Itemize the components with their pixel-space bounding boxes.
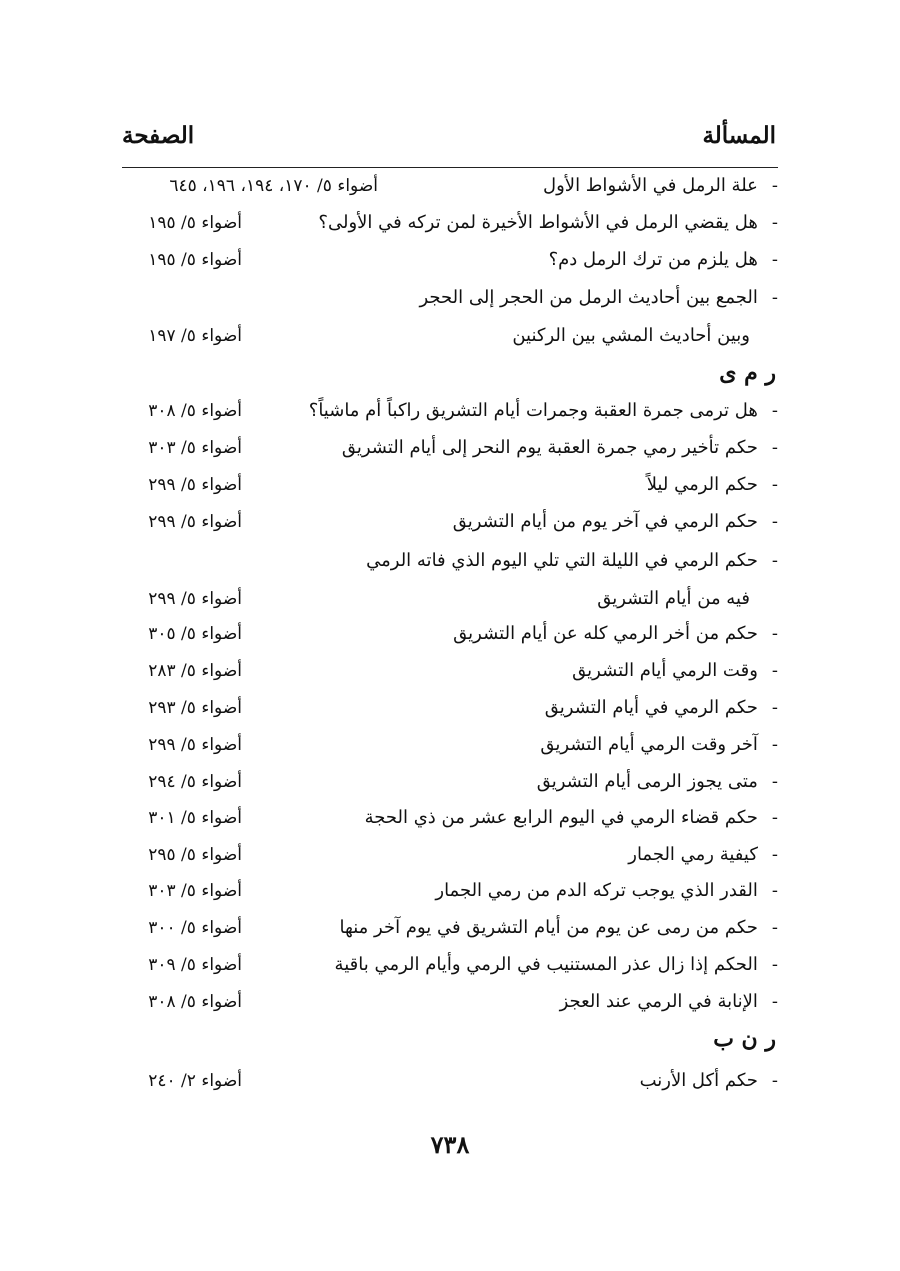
entry-topic: [358, 280, 778, 316]
section-heading: ر م ى: [719, 360, 776, 386]
entry-reference: أضواء ٥/ ٢٩٤: [148, 772, 242, 792]
index-entry: [122, 800, 778, 836]
entry-topic-text: هل يقضي الرمل في الأشواط الأخيرة لمن تركه في الأولى؟: [318, 212, 758, 233]
entry-dash: -: [771, 880, 778, 901]
index-entry: [122, 984, 778, 1020]
entry-topic-text: حكم الرمي في آخر يوم من أيام التشريق: [452, 511, 758, 532]
page-column-header: الصفحة: [122, 122, 195, 149]
entry-topic-text: هل ترمى جمرة العقبة وجمرات أيام التشريق راكباً أم ماشياً؟: [308, 400, 758, 421]
entry-topic-text: حكم قضاء الرمي في اليوم الرابع عشر من ذي الحجة: [364, 807, 758, 828]
entry-dash: -: [771, 550, 778, 571]
topic-column-header: المسألة: [702, 122, 776, 149]
index-entry: [122, 616, 778, 652]
entry-reference: أضواء ٥/ ٣٠٩: [148, 955, 242, 975]
entry-reference: أضواء ٥/ ٢٩٩: [148, 589, 242, 609]
entry-topic: [318, 205, 778, 241]
entry-topic: [358, 984, 778, 1020]
index-entry: [122, 581, 778, 617]
entry-dash: -: [771, 212, 778, 233]
entry-topic: [358, 837, 778, 873]
entry-topic: [358, 873, 778, 909]
entry-topic: [358, 1063, 778, 1099]
entry-topic-text: حكم أكل الأرنب: [639, 1070, 758, 1091]
entry-dash: -: [771, 917, 778, 938]
entry-reference: أضواء ٥/ ٣٠٥: [148, 624, 242, 644]
entry-topic: [358, 242, 778, 278]
entry-reference: أضواء ٥/ ٢٩٥: [148, 845, 242, 865]
entry-reference: أضواء ٥/ ٢٩٩: [148, 735, 242, 755]
entry-dash: -: [771, 249, 778, 270]
entry-topic-text: حكم الرمي ليلاً: [646, 474, 758, 495]
entry-topic-text: هل يلزم من ترك الرمل دم؟: [548, 249, 758, 270]
entry-reference: أضواء ٥/ ٣٠١: [148, 808, 242, 828]
entry-topic-text: الحكم إذا زال عذر المستنيب في الرمي وأيام الرمي باقية: [334, 954, 758, 975]
index-entry: [122, 764, 778, 800]
entry-topic-text: علة الرمل في الأشواط الأول: [543, 175, 758, 196]
entry-dash: -: [771, 400, 778, 421]
entry-topic: [358, 800, 778, 836]
entry-topic-text: الجمع بين أحاديث الرمل من الحجر إلى الحجر: [419, 287, 758, 308]
entry-dash: -: [771, 660, 778, 681]
entry-topic-text: حكم من رمى عن يوم من أيام التشريق في يوم آخر منها: [339, 917, 758, 938]
index-entry: [122, 504, 778, 540]
index-entry: [122, 690, 778, 726]
entry-topic: [358, 504, 778, 540]
entry-reference: أضواء ٥/ ١٩٥: [148, 250, 242, 270]
entry-reference: أضواء ٢/ ٢٤٠: [148, 1071, 242, 1091]
entry-dash: -: [771, 287, 778, 308]
index-entry: [122, 837, 778, 873]
entry-dash: -: [771, 623, 778, 644]
entry-topic: [358, 543, 778, 579]
entry-topic: [358, 168, 778, 204]
entry-reference: أضواء ٥/ ٣٠٨: [148, 401, 242, 421]
index-entry: [122, 318, 778, 354]
index-entry: [122, 393, 778, 429]
entry-reference: أضواء ٥/ ٢٩٣: [148, 698, 242, 718]
index-entry: [122, 947, 778, 983]
entry-dash: -: [771, 474, 778, 495]
page-number: ٧٣٨: [430, 1130, 470, 1159]
entry-topic: [341, 430, 778, 466]
entry-reference: أضواء ٥/ ٣٠٠: [148, 918, 242, 938]
entry-reference: أضواء ٥/ ٢٩٩: [148, 475, 242, 495]
entry-topic: [358, 616, 778, 652]
section-heading: ر ن ب: [713, 1026, 776, 1052]
entry-topic: [358, 467, 778, 503]
entry-topic-text: حكم الرمي في أيام التشريق: [544, 697, 758, 718]
entry-dash: -: [771, 175, 778, 196]
entry-reference: أضواء ٥/ ٢٩٩: [148, 512, 242, 532]
index-entry: [122, 467, 778, 503]
entry-topic: [358, 690, 778, 726]
entry-topic-text: فيه من أيام التشريق: [597, 588, 750, 609]
entry-topic: [330, 581, 750, 617]
entry-topic-text: آخر وقت الرمي أيام التشريق: [540, 734, 758, 755]
entry-dash: -: [771, 991, 778, 1012]
entry-reference: أضواء ٥/ ٣٠٨: [148, 992, 242, 1012]
entry-topic: [358, 653, 778, 689]
index-entry: [122, 1063, 778, 1099]
index-entry: [122, 205, 778, 241]
entry-dash: -: [771, 771, 778, 792]
index-entry: [122, 280, 778, 316]
entry-topic-text: حكم الرمي في الليلة التي تلي اليوم الذي فاته الرمي: [366, 550, 758, 571]
entry-topic: [308, 393, 778, 429]
entry-topic: [358, 727, 778, 763]
entry-topic-text: القدر الذي يوجب تركه الدم من رمي الجمار: [435, 880, 758, 901]
index-entry: [122, 168, 778, 204]
entry-reference: أضواء ٥/ ٣٠٣: [148, 881, 242, 901]
entry-dash: -: [771, 1070, 778, 1091]
entry-topic-text: متى يجوز الرمى أيام التشريق: [536, 771, 758, 792]
entry-topic-text: وقت الرمي أيام التشريق: [572, 660, 758, 681]
entry-topic: [358, 764, 778, 800]
entry-topic: [334, 947, 778, 983]
entry-dash: -: [771, 511, 778, 532]
entry-reference: أضواء ٥/ ١٩٥: [148, 213, 242, 233]
index-entry: [122, 653, 778, 689]
entry-topic: [330, 318, 750, 354]
entry-dash: -: [771, 734, 778, 755]
index-entry: [122, 543, 778, 579]
index-entry: [122, 873, 778, 909]
entry-dash: -: [771, 954, 778, 975]
entry-dash: -: [771, 437, 778, 458]
index-entry: [122, 727, 778, 763]
entry-dash: -: [771, 807, 778, 828]
entry-topic-text: الإنابة في الرمي عند العجز: [559, 991, 758, 1012]
entry-reference: أضواء ٥/ ١٧٠، ١٩٤، ١٩٦، ٦٤٥: [169, 176, 378, 196]
entry-topic: [339, 910, 778, 946]
entry-dash: -: [771, 844, 778, 865]
entry-reference: أضواء ٥/ ٢٨٣: [148, 661, 242, 681]
index-entry: [122, 910, 778, 946]
entry-dash: -: [771, 697, 778, 718]
entry-topic-text: وبين أحاديث المشي بين الركنين: [512, 325, 750, 346]
entry-topic-text: حكم تأخير رمي جمرة العقبة يوم النحر إلى أيام التشريق: [341, 437, 758, 458]
index-entry: [122, 242, 778, 278]
entry-topic-text: حكم من أخر الرمي كله عن أيام التشريق: [453, 623, 758, 644]
entry-reference: أضواء ٥/ ٣٠٣: [148, 438, 242, 458]
index-entry: [122, 430, 778, 466]
entry-topic-text: كيفية رمي الجمار: [628, 844, 758, 865]
entry-reference: أضواء ٥/ ١٩٧: [148, 326, 242, 346]
